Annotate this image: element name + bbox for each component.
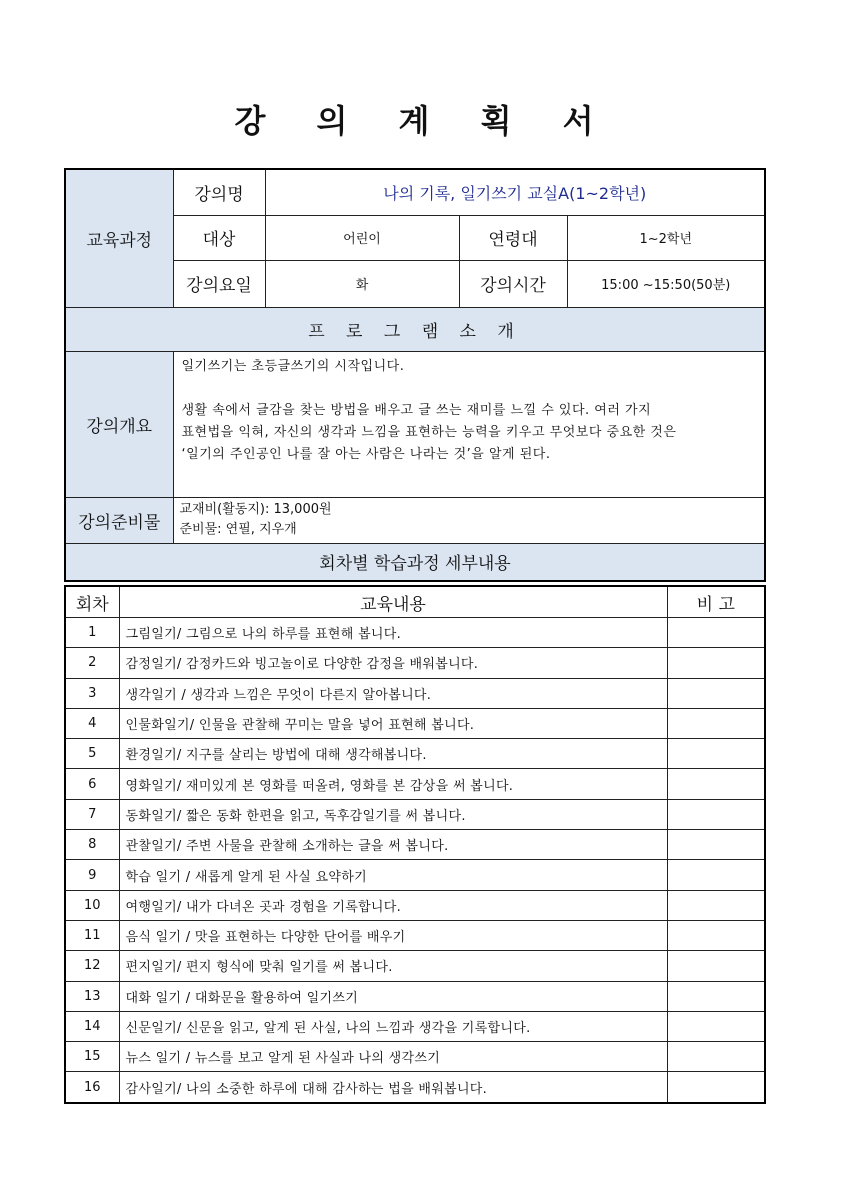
header-note: 비 고 — [667, 586, 765, 618]
time-value: 15:00 ~15:50(50분) — [567, 260, 765, 307]
table-row — [65, 951, 765, 981]
program-section-title: 프 로 그 램 소 개 — [65, 307, 765, 351]
prep-text — [173, 497, 765, 543]
schedule-section-title: 회차별 학습과정 세부내용 — [65, 543, 765, 581]
session-note — [667, 648, 765, 678]
session-note — [667, 1011, 765, 1041]
session-number: 6 — [65, 769, 119, 799]
session-content: 생각일기 / 생각과 느낌은 무엇이 다른지 알아봅니다. — [119, 678, 667, 708]
session-note — [667, 890, 765, 920]
table-row — [65, 769, 765, 799]
session-content: 감정일기/ 감정카드와 빙고놀이로 다양한 감정을 배워봅니다. — [119, 648, 667, 678]
overview-text — [173, 351, 765, 497]
session-content: 대화 일기 / 대화문을 활용하여 일기쓰기 — [119, 981, 667, 1011]
session-number: 14 — [65, 1011, 119, 1041]
session-number: 12 — [65, 951, 119, 981]
day-label: 강의요일 — [173, 260, 265, 307]
table-row — [65, 739, 765, 769]
table-row — [65, 618, 765, 648]
table-row — [65, 1011, 765, 1041]
prep-label: 강의준비물 — [65, 497, 173, 543]
table-row — [65, 890, 765, 920]
session-content: 관찰일기/ 주변 사물을 관찰해 소개하는 글을 써 봅니다. — [119, 830, 667, 860]
target-value: 어린이 — [265, 215, 459, 260]
session-note — [667, 1042, 765, 1072]
session-content: 환경일기/ 지구를 살리는 방법에 대해 생각해봅니다. — [119, 739, 667, 769]
overview-line: 생활 속에서 글감을 찾는 방법을 배우고 글 쓰는 재미를 느낄 수 있다. 여러 가지 — [181, 402, 652, 418]
time-label: 강의시간 — [459, 260, 567, 307]
session-content: 뉴스 일기 / 뉴스를 보고 알게 된 사실과 나의 생각쓰기 — [119, 1042, 667, 1072]
session-content: 여행일기/ 내가 다녀온 곳과 경험을 기록합니다. — [119, 890, 667, 920]
session-note — [667, 951, 765, 981]
overview-line — [182, 378, 757, 400]
session-note — [667, 920, 765, 950]
prep-line: 준비물: 연필, 지우개 — [179, 522, 297, 537]
session-number: 8 — [65, 830, 119, 860]
session-number: 3 — [65, 678, 119, 708]
course-info-table — [64, 168, 766, 582]
session-number: 15 — [65, 1042, 119, 1072]
table-row — [65, 860, 765, 890]
table-row — [65, 1042, 765, 1072]
session-number: 10 — [65, 890, 119, 920]
table-row — [65, 678, 765, 708]
course-name: 나의 기록, 일기쓰기 교실A(1~2학년) — [265, 169, 765, 215]
session-note — [667, 799, 765, 829]
session-content: 편지일기/ 편지 형식에 맞춰 일기를 써 봅니다. — [119, 951, 667, 981]
session-number: 1 — [65, 618, 119, 648]
table-row — [65, 830, 765, 860]
session-number: 9 — [65, 860, 119, 890]
table-row — [65, 920, 765, 950]
session-content: 동화일기/ 짧은 동화 한편을 읽고, 독후감일기를 써 봅니다. — [119, 799, 667, 829]
session-content: 학습 일기 / 새롭게 알게 된 사실 요약하기 — [119, 860, 667, 890]
overview-line: ‘일기의 주인공인 나를 잘 아는 사람은 나라는 것’을 알게 된다. — [181, 446, 551, 462]
table-row — [65, 981, 765, 1011]
overview-line: 일기쓰기는 초등글쓰기의 시작입니다. — [181, 358, 405, 374]
session-content: 그림일기/ 그림으로 나의 하루를 표현해 봅니다. — [119, 618, 667, 648]
target-label: 대상 — [173, 215, 265, 260]
table-row — [65, 648, 765, 678]
age-value: 1~2학년 — [567, 215, 765, 260]
session-number: 5 — [65, 739, 119, 769]
prep-line: 교재비(활동지): 13,000원 — [179, 502, 332, 517]
session-note — [667, 860, 765, 890]
session-note — [667, 769, 765, 799]
session-number: 16 — [65, 1072, 119, 1103]
table-row — [65, 799, 765, 829]
overview-label: 강의개요 — [65, 351, 173, 497]
session-number: 2 — [65, 648, 119, 678]
session-note — [667, 981, 765, 1011]
session-number: 11 — [65, 920, 119, 950]
table-row — [65, 1072, 765, 1103]
schedule-rows — [65, 618, 765, 1103]
session-note — [667, 739, 765, 769]
header-session: 회차 — [65, 586, 119, 618]
overview-line: 표현법을 익혀, 자신의 생각과 느낌을 표현하는 능력을 키우고 무엇보다 중요한 것은 — [181, 424, 677, 440]
header-content: 교육내용 — [119, 586, 667, 618]
session-content: 감사일기/ 나의 소중한 하루에 대해 감사하는 법을 배워봅니다. — [119, 1072, 667, 1103]
session-number: 13 — [65, 981, 119, 1011]
session-note — [667, 678, 765, 708]
session-note — [667, 708, 765, 738]
category-label: 교육과정 — [65, 169, 173, 307]
session-note — [667, 830, 765, 860]
session-note — [667, 618, 765, 648]
document-title: 강 의 계 획 서 — [234, 102, 614, 140]
session-number: 7 — [65, 799, 119, 829]
session-content: 음식 일기 / 맛을 표현하는 다양한 단어를 배우기 — [119, 920, 667, 950]
session-content: 신문일기/ 신문을 읽고, 알게 된 사실, 나의 느낌과 생각을 기록합니다. — [119, 1011, 667, 1041]
schedule-table — [64, 585, 766, 1104]
day-value: 화 — [265, 260, 459, 307]
age-label: 연령대 — [459, 215, 567, 260]
session-number: 4 — [65, 708, 119, 738]
course-name-label: 강의명 — [173, 169, 265, 215]
table-row — [65, 708, 765, 738]
session-content: 인물화일기/ 인물을 관찰해 꾸미는 말을 넣어 표현해 봅니다. — [119, 708, 667, 738]
session-note — [667, 1072, 765, 1103]
session-content: 영화일기/ 재미있게 본 영화를 떠올려, 영화를 본 감상을 써 봅니다. — [119, 769, 667, 799]
